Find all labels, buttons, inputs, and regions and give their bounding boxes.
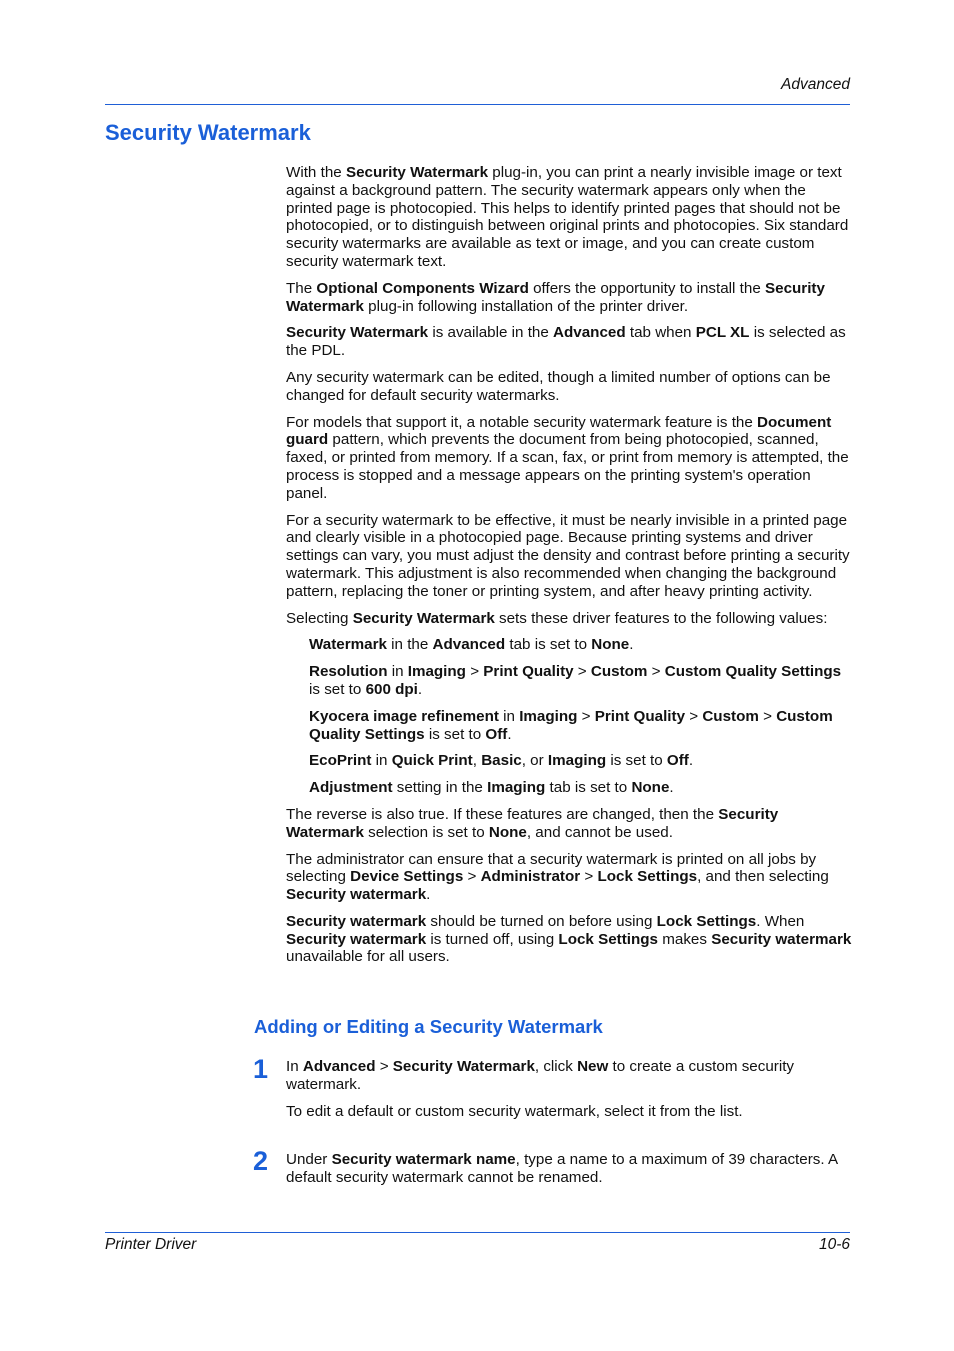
step-number: 2 xyxy=(253,1146,269,1176)
step-content xyxy=(286,1151,852,1196)
step-text: Under Security watermark name, type a name to a maximum of 39 characters. A default security watermark cannot be renamed. xyxy=(286,1151,838,1186)
section-subtitle: Adding or Editing a Security Watermark xyxy=(254,1016,603,1037)
paragraph: Any security watermark can be edited, though a limited number of options can be changed for default security watermarks. xyxy=(286,368,831,404)
footer-left: Printer Driver xyxy=(105,1236,197,1253)
paragraph: For models that support it, a notable security watermark feature is the Document guard pattern, which prevents the document from being photocopied, scanned, faxed, or printed from memory. If a scan, fax, or print from memory is attempted, the process is stopped and a message appears on the printing system's operation panel. xyxy=(286,413,849,502)
paragraph: The Optional Components Wizard offers the opportunity to install the Security Watermark plug-in following installation of the printer driver. xyxy=(286,279,825,315)
feature-item: Adjustment setting in the Imaging tab is set to None. xyxy=(309,779,674,797)
paragraph: For a security watermark to be effective, it must be nearly invisible in a printed page and clearly visible in a photocopied page. Because printing systems and driver settings can vary, you must adjust the density and contrast before printing a security watermark. This adjustment is also recommended when changing the background pattern, replacing the toner or printing system, and after heavy printing activity. xyxy=(286,511,850,600)
feature-item: Watermark in the Advanced tab is set to None. xyxy=(309,636,634,654)
paragraph: Security Watermark is available in the Advanced tab when PCL XL is selected as the PDL. xyxy=(286,324,846,360)
paragraph: With the Security Watermark plug-in, you can print a nearly invisible image or text against a background pattern. The security watermark appears only when the printed page is photocopied. This helps to identify printed pages that should not be photocopied, or to distinguish between original prints and photocopies. Six standard security watermarks are available as text or image, and you can create custom security watermark text. xyxy=(286,164,849,270)
footer-rule xyxy=(105,1232,850,1233)
step-number: 1 xyxy=(253,1054,269,1084)
step-note: To edit a default or custom security watermark, select it from the list. xyxy=(286,1102,743,1120)
intro-text xyxy=(286,164,852,975)
paragraph: Selecting Security Watermark sets these driver features to the following values: xyxy=(286,609,828,627)
step-content xyxy=(286,1058,852,1129)
feature-item: Resolution in Imaging > Print Quality > Custom > Custom Quality Settings is set to 600 dpi. xyxy=(309,663,842,698)
page-title: Security Watermark xyxy=(105,120,311,145)
feature-item: EcoPrint in Quick Print, Basic, or Imaging is set to Off. xyxy=(309,752,694,770)
footer-page-number: 10-6 xyxy=(818,1236,850,1253)
paragraph: The administrator can ensure that a security watermark is printed on all jobs by selecting Device Settings > Administrator > Lock Settings, and then selecting Security watermark. xyxy=(286,850,829,904)
paragraph: Security watermark should be turned on before using Lock Settings. When Security watermark is turned off, using Lock Settings makes Security watermark unavailable for all users. xyxy=(286,912,852,966)
header-section-label: Advanced xyxy=(781,76,850,93)
header-rule xyxy=(105,104,850,105)
feature-item: Kyocera image refinement in Imaging > Print Quality > Custom > Custom Quality Settings is set to Off. xyxy=(309,707,833,743)
step-text: In Advanced > Security Watermark, click New to create a custom security watermark. xyxy=(286,1058,795,1093)
paragraph: The reverse is also true. If these features are changed, then the Security Watermark selection is set to None, and cannot be used. xyxy=(286,805,779,841)
